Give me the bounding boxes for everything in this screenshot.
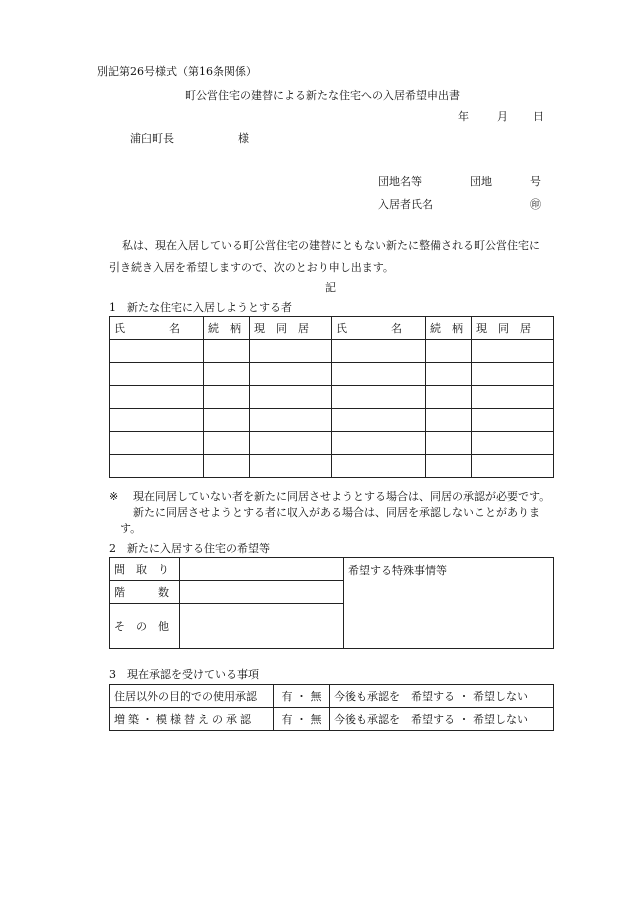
body-line-1: 私は、現在入居している町公営住宅の建替にともない新たに整備される町公営住宅に bbox=[122, 239, 540, 252]
date-month-label: 月 bbox=[497, 110, 508, 123]
cohabiting-cell[interactable] bbox=[472, 432, 554, 455]
cohabiting-cell[interactable] bbox=[472, 340, 554, 363]
cohabiting-cell[interactable] bbox=[472, 386, 554, 409]
table-row bbox=[110, 708, 554, 731]
name-cell[interactable] bbox=[332, 455, 426, 478]
col-header-relation: 続 柄 bbox=[204, 317, 250, 340]
table-row bbox=[110, 685, 554, 708]
relation-cell[interactable] bbox=[204, 386, 250, 409]
cohabiting-cell[interactable] bbox=[250, 340, 332, 363]
seal-mark: ㊞ bbox=[530, 198, 541, 211]
approval-table bbox=[109, 684, 554, 731]
floor-label: 階 数 bbox=[110, 581, 180, 604]
col-header-cohabiting: 現 同 居 bbox=[250, 317, 332, 340]
date-day-label: 日 bbox=[533, 110, 544, 123]
name-cell[interactable] bbox=[110, 432, 204, 455]
table-row bbox=[110, 363, 554, 386]
table-row bbox=[110, 340, 554, 363]
col-header-name: 氏 名 bbox=[110, 317, 204, 340]
page-title: 町公営住宅の建替による新たな住宅への入居希望申出書 bbox=[185, 89, 460, 102]
note-line-2: 新たに同居させようとする者に収入がある場合は、同居を承認しないことがありま bbox=[133, 506, 540, 519]
note-line-3: す。 bbox=[120, 522, 142, 535]
cohabiting-cell[interactable] bbox=[472, 363, 554, 386]
other-label: そ の 他 bbox=[110, 604, 180, 649]
table-row bbox=[110, 455, 554, 478]
relation-cell[interactable] bbox=[426, 363, 472, 386]
occupants-header-row bbox=[110, 317, 554, 340]
cohabiting-cell[interactable] bbox=[250, 432, 332, 455]
preference-table bbox=[109, 557, 554, 649]
approval-status[interactable]: 有 ・ 無 bbox=[274, 685, 330, 708]
table-row bbox=[110, 432, 554, 455]
table-row bbox=[110, 558, 554, 581]
recipient-name: 浦臼町長 bbox=[130, 132, 174, 145]
col-header-name: 氏 名 bbox=[332, 317, 426, 340]
approval-future[interactable]: 今後も承認を 希望する ・ 希望しない bbox=[330, 685, 554, 708]
relation-cell[interactable] bbox=[426, 386, 472, 409]
ki-mark: 記 bbox=[325, 281, 336, 294]
table-row bbox=[110, 409, 554, 432]
other-value[interactable] bbox=[180, 604, 344, 649]
cohabiting-cell[interactable] bbox=[472, 455, 554, 478]
note-line-1: 現在同居していない者を新たに同居させようとする場合は、同居の承認が必要です。 bbox=[133, 490, 551, 503]
name-cell[interactable] bbox=[110, 455, 204, 478]
special-circumstances-label: 希望する特殊事情等 bbox=[348, 564, 447, 577]
name-cell[interactable] bbox=[110, 340, 204, 363]
name-cell[interactable] bbox=[332, 409, 426, 432]
name-cell[interactable] bbox=[110, 386, 204, 409]
special-circumstances-cell[interactable] bbox=[344, 558, 554, 649]
relation-cell[interactable] bbox=[426, 455, 472, 478]
relation-cell[interactable] bbox=[204, 340, 250, 363]
approval-item: 住居以外の目的での使用承認 bbox=[110, 685, 274, 708]
section1-heading: 1 新たな住宅に入居しようとする者 bbox=[109, 301, 292, 314]
cohabiting-cell[interactable] bbox=[250, 363, 332, 386]
name-cell[interactable] bbox=[110, 363, 204, 386]
danchi-suffix: 団地 bbox=[470, 175, 492, 188]
name-cell[interactable] bbox=[332, 432, 426, 455]
floor-value[interactable] bbox=[180, 581, 344, 604]
recipient-honorific: 様 bbox=[238, 132, 249, 145]
table-row bbox=[110, 386, 554, 409]
resident-name-label: 入居者氏名 bbox=[378, 198, 433, 211]
name-cell[interactable] bbox=[110, 409, 204, 432]
section2-heading: 2 新たに入居する住宅の希望等 bbox=[109, 542, 270, 555]
name-cell[interactable] bbox=[332, 386, 426, 409]
form-id: 別記第26号様式（第16条関係） bbox=[97, 65, 257, 78]
approval-status[interactable]: 有 ・ 無 bbox=[274, 708, 330, 731]
relation-cell[interactable] bbox=[204, 455, 250, 478]
approval-future[interactable]: 今後も承認を 希望する ・ 希望しない bbox=[330, 708, 554, 731]
layout-value[interactable] bbox=[180, 558, 344, 581]
danchi-label: 団地名等 bbox=[378, 175, 422, 188]
col-header-relation: 続 柄 bbox=[426, 317, 472, 340]
layout-label: 間 取 り bbox=[110, 558, 180, 581]
cohabiting-cell[interactable] bbox=[250, 455, 332, 478]
cohabiting-cell[interactable] bbox=[472, 409, 554, 432]
relation-cell[interactable] bbox=[204, 432, 250, 455]
occupants-table bbox=[109, 316, 554, 478]
cohabiting-cell[interactable] bbox=[250, 409, 332, 432]
number-suffix: 号 bbox=[530, 175, 541, 188]
relation-cell[interactable] bbox=[204, 409, 250, 432]
relation-cell[interactable] bbox=[426, 432, 472, 455]
relation-cell[interactable] bbox=[204, 363, 250, 386]
relation-cell[interactable] bbox=[426, 340, 472, 363]
name-cell[interactable] bbox=[332, 363, 426, 386]
cohabiting-cell[interactable] bbox=[250, 386, 332, 409]
approval-item: 増築・模様替えの承認 bbox=[110, 708, 274, 731]
name-cell[interactable] bbox=[332, 340, 426, 363]
note-mark: ※ bbox=[109, 490, 119, 503]
col-header-cohabiting: 現 同 居 bbox=[472, 317, 554, 340]
date-year-label: 年 bbox=[458, 110, 469, 123]
section3-heading: 3 現在承認を受けている事項 bbox=[109, 668, 259, 681]
relation-cell[interactable] bbox=[426, 409, 472, 432]
body-line-2: 引き続き入居を希望しますので、次のとおり申し出ます。 bbox=[109, 261, 394, 274]
